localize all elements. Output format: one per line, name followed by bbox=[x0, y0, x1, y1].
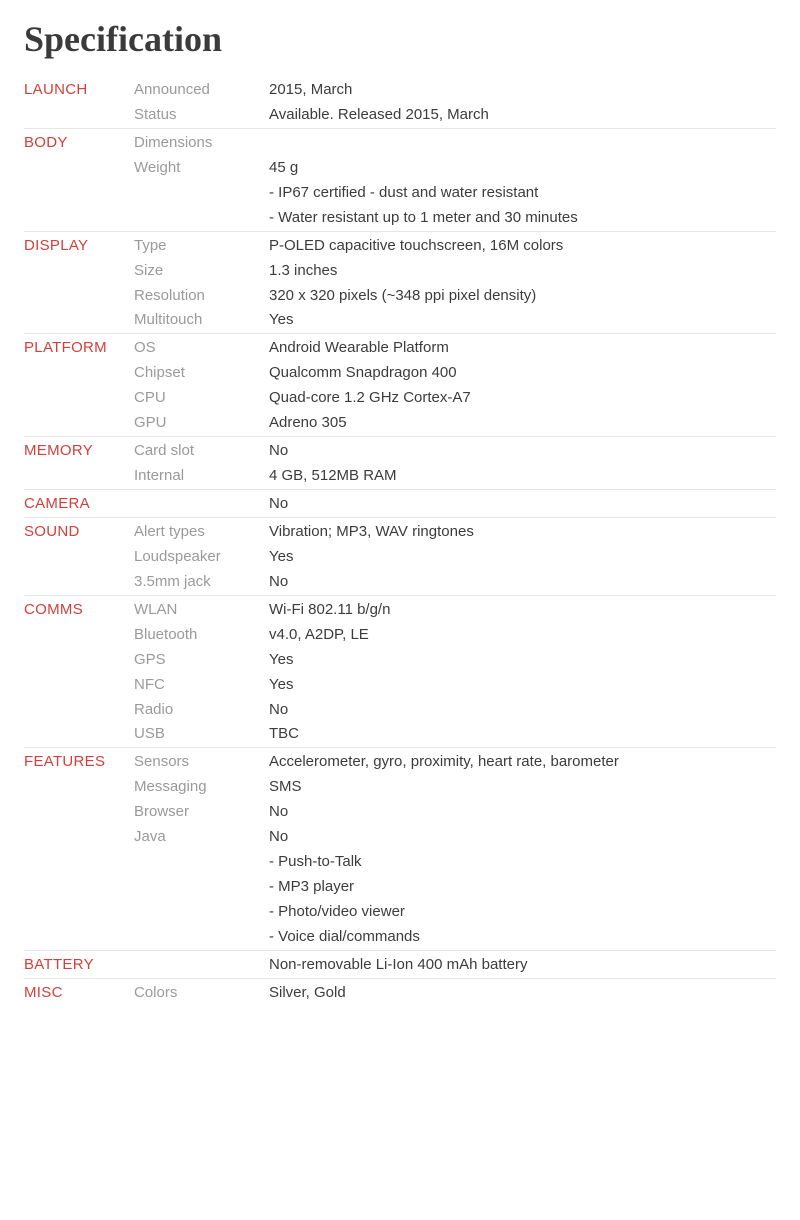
spec-value: 4 GB, 512MB RAM bbox=[269, 464, 776, 489]
spec-category-spacer bbox=[24, 800, 134, 825]
spec-key: Internal bbox=[134, 464, 269, 489]
spec-category-spacer bbox=[24, 570, 134, 595]
spec-row bbox=[24, 181, 776, 206]
spec-row bbox=[24, 950, 776, 978]
spec-value: Accelerometer, gyro, proximity, heart rate, barometer bbox=[269, 753, 619, 771]
spec-row bbox=[24, 900, 776, 925]
spec-category-label: DISPLAY bbox=[24, 236, 89, 254]
specification-table bbox=[24, 76, 776, 1006]
spec-key: Alert types bbox=[134, 522, 205, 540]
spec-category-label: LAUNCH bbox=[24, 81, 88, 98]
spec-key: Weight bbox=[134, 158, 181, 176]
spec-category-spacer bbox=[24, 181, 134, 206]
spec-key bbox=[134, 490, 269, 518]
spec-key bbox=[134, 850, 269, 875]
spec-row bbox=[24, 284, 776, 309]
spec-key bbox=[134, 925, 269, 950]
spec-key: Type bbox=[134, 236, 167, 254]
spec-value: 320 x 320 pixels (~348 ppi pixel density) bbox=[269, 286, 537, 304]
spec-value: Yes bbox=[269, 547, 294, 565]
spec-key: Sensors bbox=[134, 753, 190, 771]
spec-category-label: SOUND bbox=[24, 522, 80, 540]
spec-key: Messaging bbox=[134, 778, 207, 796]
spec-row bbox=[24, 722, 776, 747]
spec-key: Java bbox=[134, 828, 166, 846]
spec-value: 45 g bbox=[269, 158, 299, 176]
spec-key: GPU bbox=[134, 411, 269, 436]
spec-row bbox=[24, 76, 776, 103]
spec-category-label: FEATURES bbox=[24, 753, 106, 771]
spec-row bbox=[24, 386, 776, 411]
spec-row bbox=[24, 308, 776, 333]
spec-key: CPU bbox=[134, 389, 166, 407]
spec-key bbox=[134, 950, 269, 978]
spec-value: Available. Released 2015, March bbox=[269, 103, 776, 128]
spec-value: - Water resistant up to 1 meter and 30 minutes bbox=[269, 206, 776, 231]
spec-row bbox=[24, 978, 776, 1005]
spec-category-label: PLATFORM bbox=[24, 339, 107, 357]
spec-row bbox=[24, 156, 776, 181]
spec-key: Status bbox=[134, 103, 269, 128]
spec-value: No bbox=[269, 828, 289, 846]
spec-category-spacer bbox=[24, 775, 134, 800]
spec-category-spacer bbox=[24, 900, 134, 925]
spec-value: Yes bbox=[269, 675, 294, 693]
spec-value: 1.3 inches bbox=[269, 261, 338, 279]
spec-key: Card slot bbox=[134, 442, 195, 460]
spec-category-spacer bbox=[24, 623, 134, 648]
spec-category-spacer bbox=[24, 284, 134, 309]
spec-value: - MP3 player bbox=[269, 878, 355, 896]
spec-row bbox=[24, 206, 776, 231]
spec-value: No bbox=[269, 490, 776, 518]
spec-key: Bluetooth bbox=[134, 625, 198, 643]
spec-category-spacer bbox=[24, 464, 134, 489]
spec-key: Announced bbox=[134, 81, 210, 98]
spec-key: Chipset bbox=[134, 364, 185, 382]
spec-value: No bbox=[269, 570, 776, 595]
spec-category-label: MISC bbox=[24, 983, 63, 1001]
spec-key: Loudspeaker bbox=[134, 547, 221, 565]
spec-key: Multitouch bbox=[134, 308, 269, 333]
spec-key: Colors bbox=[134, 983, 178, 1001]
spec-key: Resolution bbox=[134, 286, 205, 304]
spec-category-spacer bbox=[24, 925, 134, 950]
spec-row bbox=[24, 748, 776, 775]
spec-value: - IP67 certified - dust and water resistant bbox=[269, 183, 539, 201]
spec-row bbox=[24, 128, 776, 155]
spec-category-spacer bbox=[24, 722, 134, 747]
spec-category-label: CAMERA bbox=[24, 490, 134, 518]
spec-category-label: COMMS bbox=[24, 600, 83, 618]
spec-value: 2015, March bbox=[269, 81, 353, 98]
spec-key: Size bbox=[134, 261, 164, 279]
spec-row bbox=[24, 517, 776, 544]
spec-row bbox=[24, 673, 776, 698]
spec-category-spacer bbox=[24, 386, 134, 411]
spec-row bbox=[24, 648, 776, 673]
spec-value: - Push-to-Talk bbox=[269, 853, 362, 871]
spec-category-label: BODY bbox=[24, 133, 68, 151]
spec-row bbox=[24, 437, 776, 464]
spec-value: - Voice dial/commands bbox=[269, 925, 776, 950]
spec-key: Radio bbox=[134, 700, 174, 718]
spec-value: Wi-Fi 802.11 b/g/n bbox=[269, 600, 391, 618]
spec-value bbox=[269, 128, 776, 155]
spec-row bbox=[24, 570, 776, 595]
spec-value: Yes bbox=[269, 650, 294, 668]
spec-row bbox=[24, 411, 776, 436]
spec-row bbox=[24, 464, 776, 489]
spec-row bbox=[24, 361, 776, 386]
spec-row bbox=[24, 490, 776, 518]
spec-key: WLAN bbox=[134, 600, 178, 618]
spec-key: USB bbox=[134, 722, 269, 747]
spec-row bbox=[24, 231, 776, 258]
spec-category-spacer bbox=[24, 673, 134, 698]
spec-row bbox=[24, 623, 776, 648]
spec-key bbox=[134, 206, 269, 231]
spec-key bbox=[134, 875, 269, 900]
spec-value: Silver, Gold bbox=[269, 983, 346, 1001]
spec-row bbox=[24, 698, 776, 723]
spec-category-spacer bbox=[24, 825, 134, 850]
spec-category-spacer bbox=[24, 648, 134, 673]
spec-value: TBC bbox=[269, 722, 776, 747]
spec-value: P-OLED capacitive touchscreen, 16M colors bbox=[269, 236, 564, 254]
spec-category-spacer bbox=[24, 850, 134, 875]
spec-value: No bbox=[269, 700, 289, 718]
page-title: Specification bbox=[24, 19, 222, 59]
spec-value: Qualcomm Snapdragon 400 bbox=[269, 364, 457, 382]
spec-row bbox=[24, 825, 776, 850]
spec-value: Android Wearable Platform bbox=[269, 339, 449, 357]
spec-row bbox=[24, 850, 776, 875]
spec-value: Quad-core 1.2 GHz Cortex-A7 bbox=[269, 389, 471, 407]
spec-category-spacer bbox=[24, 698, 134, 723]
spec-key: OS bbox=[134, 339, 156, 357]
spec-row bbox=[24, 875, 776, 900]
spec-row bbox=[24, 595, 776, 622]
spec-category-spacer bbox=[24, 103, 134, 128]
spec-row bbox=[24, 545, 776, 570]
spec-key bbox=[134, 900, 269, 925]
spec-category-label: MEMORY bbox=[24, 442, 94, 460]
spec-category-spacer bbox=[24, 156, 134, 181]
spec-category-spacer bbox=[24, 361, 134, 386]
spec-key: GPS bbox=[134, 650, 166, 668]
spec-value: v4.0, A2DP, LE bbox=[269, 625, 369, 643]
spec-value: - Photo/video viewer bbox=[269, 903, 405, 920]
spec-key: Dimensions bbox=[134, 133, 213, 151]
spec-row bbox=[24, 775, 776, 800]
spec-value: Non-removable Li-Ion 400 mAh battery bbox=[269, 950, 776, 978]
spec-key bbox=[134, 181, 269, 206]
spec-value: SMS bbox=[269, 778, 302, 796]
spec-value: Yes bbox=[269, 308, 776, 333]
spec-category-label: BATTERY bbox=[24, 950, 134, 978]
spec-value: Adreno 305 bbox=[269, 411, 776, 436]
spec-row bbox=[24, 334, 776, 361]
spec-category-spacer bbox=[24, 545, 134, 570]
spec-category-spacer bbox=[24, 875, 134, 900]
spec-category-spacer bbox=[24, 411, 134, 436]
specification-table-body bbox=[24, 76, 776, 1006]
spec-row bbox=[24, 925, 776, 950]
spec-category-spacer bbox=[24, 206, 134, 231]
spec-value: No bbox=[269, 803, 289, 821]
spec-row bbox=[24, 103, 776, 128]
spec-row bbox=[24, 800, 776, 825]
spec-value: No bbox=[269, 442, 289, 460]
spec-key: Browser bbox=[134, 803, 190, 821]
spec-key: NFC bbox=[134, 675, 165, 693]
spec-row bbox=[24, 259, 776, 284]
spec-category-spacer bbox=[24, 308, 134, 333]
spec-value: Vibration; MP3, WAV ringtones bbox=[269, 522, 474, 540]
spec-key: 3.5mm jack bbox=[134, 570, 269, 595]
spec-category-spacer bbox=[24, 259, 134, 284]
